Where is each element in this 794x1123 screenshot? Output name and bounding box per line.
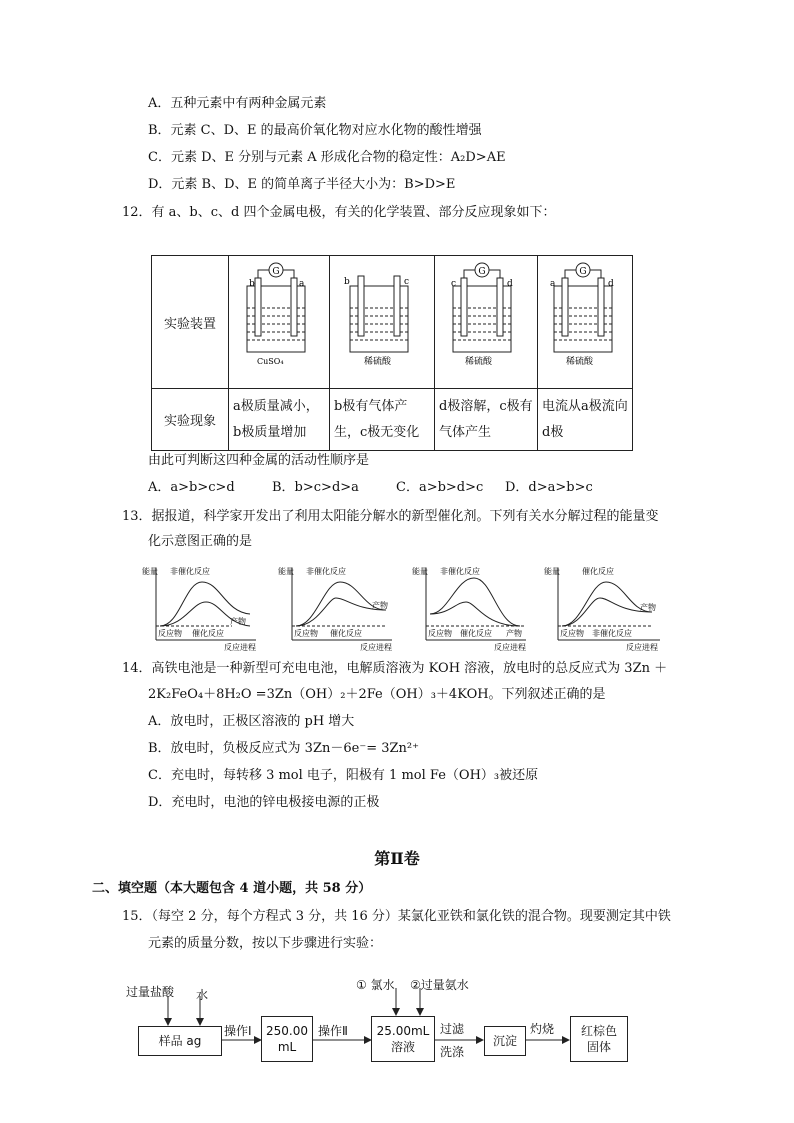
graph-b-yaxis: 能量 <box>278 567 294 576</box>
q14-option-c: C．充电时，每转移 3 mol 电子，阳极有 1 mol Fe（OH）₃被还原 <box>148 768 539 783</box>
q15-stem-line1: 15．（每空 2 分，每个方程式 3 分，共 16 分）某氯化亚铁和氯化铁的混合物。现要测定其中铁 <box>122 909 671 924</box>
electrode-label-4b: d <box>608 279 614 289</box>
graph-a-yaxis: 能量 <box>142 567 158 576</box>
reagent-excess-hcl: 过量盐酸 <box>126 985 175 999</box>
q12-option-a: A．a>b>c>d <box>148 480 235 495</box>
solution-label-2: 稀硫酸 <box>364 357 392 367</box>
flow-box-volumetric-l2: mL <box>277 1040 297 1054</box>
apparatus-cell-2 <box>330 256 435 389</box>
electrode-label-3a: c <box>451 279 457 289</box>
meter-label-4: G <box>579 267 587 277</box>
graph-b-xaxis: 反应进程 <box>360 643 392 652</box>
reagent-water: 水 <box>196 988 209 1002</box>
flow-op-4: 灼烧 <box>530 1022 555 1036</box>
q14-option-a: A．放电时，正极区溶液的 pH 增大 <box>148 714 355 729</box>
apparatus-cell-1 <box>229 256 330 389</box>
graph-c-xaxis: 反应进程 <box>494 643 526 652</box>
electrode-label-4a: a <box>550 279 556 289</box>
graph-d-yaxis: 能量 <box>544 567 560 576</box>
section2-heading: 二、填空题（本大题包含 4 道小题，共 58 分） <box>92 881 372 896</box>
graph-d-upper: 催化反应 <box>582 567 614 576</box>
q12-option-b: B．b>c>d>a <box>272 480 359 495</box>
q11-option-c: C．元素 D、E 分别与元素 A 形成化合物的稳定性：A₂D>AE <box>148 150 506 165</box>
graph-d-end: 产物 <box>640 603 656 612</box>
flow-box-red-brown-solid-l1: 红棕色 <box>580 1024 617 1038</box>
flow-box-aliquot-l2: 溶液 <box>390 1040 415 1054</box>
energy-graph-a <box>140 562 260 654</box>
flow-box-volumetric-l1: 250.00 <box>266 1024 308 1038</box>
electrode-label-2a: b <box>344 277 350 287</box>
q14-option-b: B．放电时，负极反应式为 3Zn－6e⁻= 3Zn²⁺ <box>148 741 419 756</box>
graph-d-start: 反应物 <box>560 629 584 638</box>
energy-graph-b <box>276 562 396 654</box>
row-label-observation: 实验现象 <box>152 389 229 451</box>
reagent-excess-ammonia: ②过量氨水 <box>410 978 469 992</box>
q12-option-c: C．a>b>d>c <box>396 480 484 495</box>
q12-conclusion: 由此可判断这四种金属的活动性顺序是 <box>148 453 370 468</box>
flow-box-precipitate: 沉淀 <box>484 1026 526 1056</box>
flow-box-volumetric <box>261 1016 313 1062</box>
graph-b-upper: 非催化反应 <box>306 567 346 576</box>
graph-a-end: 产物 <box>230 617 246 626</box>
beaker-diagram-1 <box>229 256 329 384</box>
graph-a-lower: 催化反应 <box>192 629 224 638</box>
solution-label-1: CuSO₄ <box>257 357 284 366</box>
graph-a-upper: 非催化反应 <box>170 567 210 576</box>
graph-c-start: 反应物 <box>428 629 452 638</box>
energy-graph-d <box>542 562 666 654</box>
flow-box-aliquot <box>371 1016 435 1062</box>
solution-label-4: 稀硫酸 <box>566 357 594 367</box>
electrode-label-2b: c <box>404 277 410 287</box>
flow-box-sample: 样品 ag <box>138 1026 222 1056</box>
graph-c-upper: 非催化反应 <box>440 567 480 576</box>
section-title: 第Ⅱ卷 <box>374 849 420 868</box>
q14-stem-line2: 2K₂FeO₄＋8H₂O =3Zn（OH）₂＋2Fe（OH）₃＋4KOH。下列叙述正确的是 <box>148 687 606 702</box>
electrode-label-1b: a <box>299 279 305 289</box>
experiment-table <box>151 255 633 451</box>
beaker-diagram-4 <box>538 256 632 384</box>
q13-stem-line1: 13．据报道，科学家开发出了利用太阳能分解水的新型催化剂。下列有关水分解过程的能量变 <box>122 509 659 524</box>
graph-b-end: 产物 <box>372 601 388 610</box>
graph-a-start: 反应物 <box>158 629 182 638</box>
q13-stem-line2: 化示意图正确的是 <box>148 534 253 549</box>
meter-label-3: G <box>478 267 486 277</box>
flow-op-3-l2: 洗涤 <box>440 1045 465 1059</box>
q12-option-d: D．d>a>b>c <box>505 480 593 495</box>
q15-stem-line2: 元素的质量分数，按以下步骤进行实验： <box>148 936 383 951</box>
q11-option-d: D．元素 B、D、E 的简单离子半径大小为：B>D>E <box>148 177 456 192</box>
graph-d-lower: 非催化反应 <box>592 629 632 638</box>
energy-graph-c <box>410 562 530 654</box>
graph-b-start: 反应物 <box>294 629 318 638</box>
observation-1: a极质量减小，b极质量增加 <box>229 389 330 451</box>
apparatus-cell-4 <box>538 256 633 389</box>
solution-label-3: 稀硫酸 <box>465 357 493 367</box>
graph-c-lower: 催化反应 <box>460 629 492 638</box>
beaker-diagram-2 <box>330 256 434 384</box>
graph-d-xaxis: 反应进程 <box>626 643 658 652</box>
graph-c-yaxis: 能量 <box>412 567 428 576</box>
electrode-label-3b: d <box>507 279 513 289</box>
reagent-chlorine-water: ① 氯水 <box>356 978 395 992</box>
q11-option-b: B．元素 C、D、E 的最高价氧化物对应水化物的酸性增强 <box>148 123 482 138</box>
graph-a-xaxis: 反应进程 <box>224 643 256 652</box>
observation-2: b极有气体产生，c极无变化 <box>330 389 435 451</box>
flow-box-aliquot-l1: 25.00mL <box>376 1024 430 1038</box>
q14-option-d: D．充电时，电池的锌电极接电源的正极 <box>148 795 380 810</box>
beaker-diagram-3 <box>435 256 537 384</box>
observation-3: d极溶解，c极有气体产生 <box>435 389 538 451</box>
flow-box-red-brown-solid <box>570 1016 628 1062</box>
graph-b-lower: 催化反应 <box>330 629 362 638</box>
flow-op-1: 操作Ⅰ <box>224 1024 252 1038</box>
flow-op-3-l1: 过滤 <box>440 1022 465 1036</box>
graph-c-end: 产物 <box>506 629 522 638</box>
observation-4: 电流从a极流向d极 <box>538 389 633 451</box>
apparatus-cell-3 <box>435 256 538 389</box>
q12-stem: 12．有 a、b、c、d 四个金属电极，有关的化学装置、部分反应现象如下： <box>122 205 556 220</box>
flow-op-2: 操作Ⅱ <box>318 1024 348 1038</box>
row-label-apparatus: 实验装置 <box>152 256 229 389</box>
q11-option-a: A．五种元素中有两种金属元素 <box>148 96 327 111</box>
q14-stem-line1: 14．高铁电池是一种新型可充电电池，电解质溶液为 KOH 溶液，放电时的总反应式为 3Zn ＋ <box>122 661 668 676</box>
electrode-label-1a: b <box>249 279 255 289</box>
flow-box-red-brown-solid-l2: 固体 <box>586 1040 611 1054</box>
meter-label-1: G <box>272 267 280 277</box>
